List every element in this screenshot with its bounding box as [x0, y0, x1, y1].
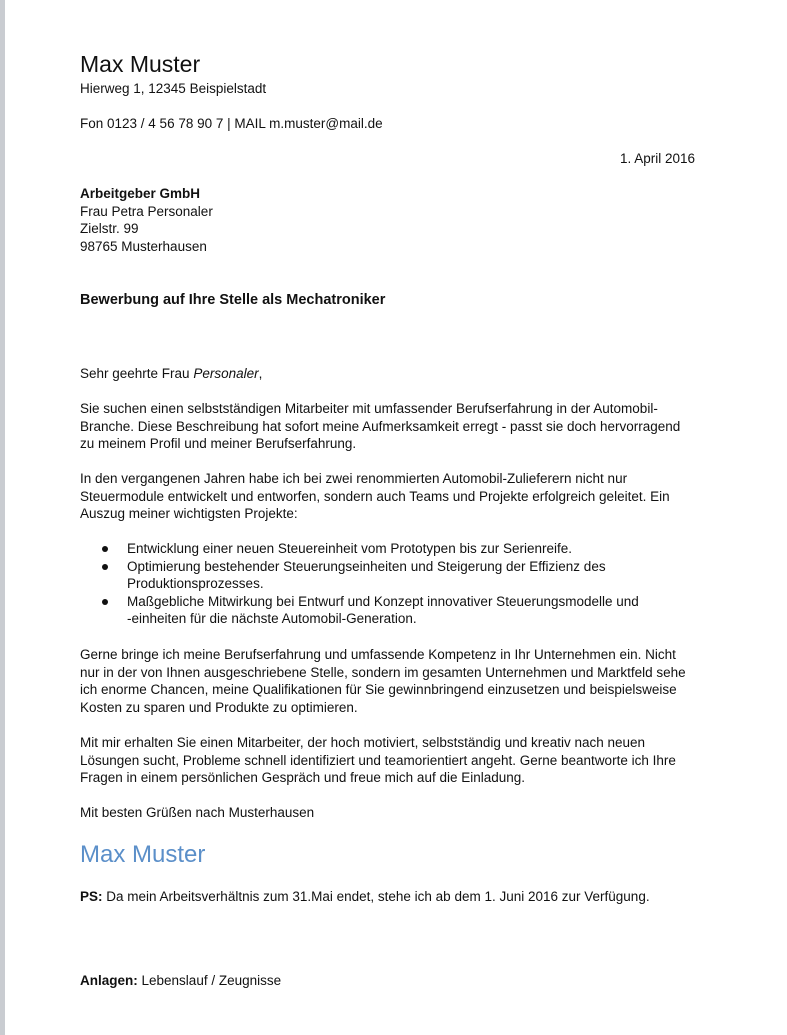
page-edge-bar — [0, 0, 5, 1035]
recipient-company: Arbeitgeber GmbH — [80, 186, 201, 201]
list-item — [80, 558, 640, 593]
letter-subject: Bewerbung auf Ihre Stelle als Mechatroniker — [80, 292, 386, 308]
paragraph-motivation: Mit mir erhalten Sie einen Mitarbeiter, der hoch motiviert, selbstständig und kreativ nach neuen Lösungen sucht, Probleme schnell identifiziert und teamorientiert angeht. Gerne beantworte ich Ihre Fragen in einem persönlichen Gespräch und freue mich auf die Einladung. — [80, 735, 676, 785]
signature: Max Muster — [80, 841, 206, 868]
salutation — [80, 365, 262, 383]
paragraph-experience: In den vergangenen Jahren habe ich bei zwei renommierten Automobil-Zulieferern nicht nur Steuermodule entwickelt und entworfen, sondern auch Teams und Projekte erfolgreich geleitet. Ein Auszug meiner wichtigsten Projekte: — [80, 471, 670, 521]
list-item — [80, 540, 640, 558]
salutation-suffix: , — [258, 366, 263, 381]
list-item-text: Optimierung bestehender Steuerungseinheiten und Steigerung der Effizienz des Produktionsprozesses. — [127, 558, 606, 591]
sender-name: Max Muster — [80, 51, 201, 77]
sender-address: Hierweg 1, 12345 Beispielstadt — [80, 81, 267, 96]
letter-date: 1. April 2016 — [619, 151, 695, 166]
list-item — [80, 593, 640, 628]
sender-contact: Fon 0123 / 4 56 78 90 7 | MAIL m.muster@mail.de — [80, 116, 383, 131]
postscript — [80, 888, 650, 906]
bullet-icon — [102, 599, 108, 605]
list-item-text: Entwicklung einer neuen Steuereinheit vom Prototypen bis zur Serienreife. — [127, 541, 572, 556]
bullet-icon — [102, 546, 108, 552]
attachments-text: Lebenslauf / Zeugnisse — [137, 973, 282, 988]
attachments — [80, 972, 281, 990]
recipient-city: 98765 Musterhausen — [80, 238, 207, 254]
paragraph-competence: Gerne bringe ich meine Berufserfahrung und umfassende Kompetenz in Ihr Unternehmen ein. Nicht nur in der von Ihnen ausgeschriebene Stelle, sondern im gesamten Unternehmen und Marktfeld sehe ich enorme Chancen, meine Qualifikationen für Sie gewinnbringend einzusetzen und beispielsweise Kosten zu sparen und Produkte zu optimieren. — [80, 647, 686, 715]
postscript-text: Da mein Arbeitsverhältnis zum 31.Mai endet, stehe ich ab dem 1. Juni 2016 zur Verfügung. — [102, 889, 650, 904]
recipient-street: Zielstr. 99 — [80, 221, 139, 236]
bullet-icon — [102, 564, 108, 570]
recipient-block — [80, 185, 213, 255]
salutation-surname: Personaler — [193, 366, 259, 381]
recipient-person: Frau Petra Personaler — [80, 203, 213, 219]
list-item-text: Maßgebliche Mitwirkung bei Entwurf und Konzept innovativer Steuerungsmodelle und -einheiten für die nächste Automobil-Generation. — [127, 593, 639, 626]
attachments-label: Anlagen: — [80, 973, 138, 988]
closing-line: Mit besten Grüßen nach Musterhausen — [80, 805, 315, 820]
project-list — [80, 540, 640, 628]
postscript-label: PS: — [80, 889, 103, 904]
paragraph-intro: Sie suchen einen selbstständigen Mitarbeiter mit umfassender Berufserfahrung in der Automobil-Branche. Diese Beschreibung hat sofort meine Aufmerksamkeit erregt - passt sie doch hervorragend zu meinem Profil und meiner Berufserfahrung. — [80, 401, 681, 451]
salutation-prefix: Sehr geehrte Frau — [80, 366, 194, 381]
